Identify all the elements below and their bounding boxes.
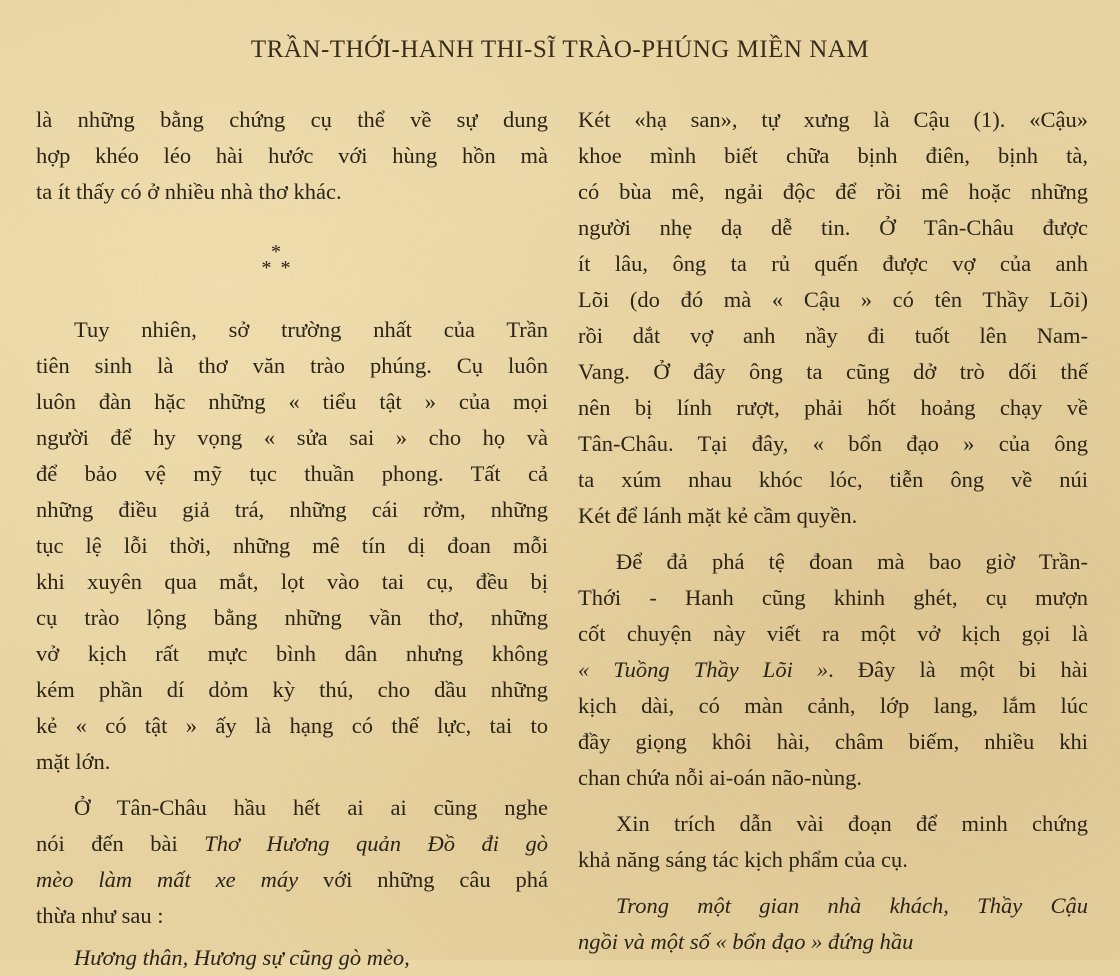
text-line: khoe mình biết chữa bịnh điên, bịnh tà,	[578, 143, 1088, 168]
right-column	[578, 102, 1088, 960]
text-line	[578, 924, 1088, 960]
italic-stage-direction: ngồi và một số « bổn đạo » đứng hầu	[578, 929, 914, 954]
italic-title: Thơ Hương quản Đồ đi gò	[204, 831, 548, 856]
left-column	[36, 102, 548, 976]
text-line: Tuy nhiên, sở trường nhất của Trần	[74, 317, 548, 342]
text-line: Vang. Ở đây ông ta cũng dở trò dối thế	[578, 359, 1088, 384]
text-line: Két để lánh mặt kẻ cầm quyền.	[578, 503, 858, 528]
text-line: mặt lớn.	[36, 749, 111, 774]
text-line: Ở Tân-Châu hầu hết ai ai cũng nghe	[74, 795, 548, 820]
text-line: ta ít thấy có ở nhiều nhà thơ khác.	[36, 179, 342, 204]
verse-text: Hương thân, Hương sự cũng gò mèo,	[74, 945, 410, 970]
separator-asterisk: *	[271, 241, 283, 263]
text-line: kém phần dí dỏm kỳ thú, cho dầu những	[36, 677, 548, 702]
text-span: . Đây là một bi hài	[828, 657, 1088, 682]
text-line: kẻ « có tật » ấy là hạng có thế lực, tai to	[36, 713, 548, 738]
text-line	[578, 888, 1088, 924]
text-line: Thới - Hanh cũng khinh ghét, cụ mượn	[578, 585, 1088, 610]
text-line: tục lệ lỗi thời, những mê tín dị đoan mỗi	[36, 533, 548, 558]
italic-title: mèo làm mất xe máy	[36, 867, 299, 892]
text-line: luôn đàn hặc những « tiểu tật » của mọi	[36, 389, 548, 414]
text-line: tiên sinh là thơ văn trào phúng. Cụ luôn	[36, 353, 548, 378]
text-line: kịch dài, có màn cảnh, lớp lang, lắm lúc	[578, 693, 1088, 718]
text-line: người để hy vọng « sửa sai » cho họ và	[36, 425, 548, 450]
text-line	[36, 862, 548, 898]
text-line: người nhẹ dạ dễ tin. Ở Tân-Châu được	[578, 215, 1088, 240]
text-span: nói đến bài	[36, 831, 205, 856]
text-span: với những câu phá	[298, 867, 548, 892]
text-line: đầy giọng khôi hài, châm biếm, nhiều khi	[578, 729, 1088, 754]
italic-stage-direction: Trong một gian nhà khách, Thầy Cậu	[616, 893, 1088, 918]
text-line: nên bị lính rượt, phải hốt hoảng chạy về	[578, 395, 1088, 420]
text-line: cụ trào lộng bằng những vần thơ, những	[36, 605, 548, 630]
text-line: có bùa mê, ngải độc để rồi mê hoặc những	[578, 179, 1088, 204]
section-separator	[6, 238, 548, 298]
text-line: cốt chuyện này viết ra một vở kịch gọi là	[578, 621, 1088, 646]
verse-line	[36, 940, 548, 976]
text-line: Để đả phá tệ đoan mà bao giờ Trần-	[616, 549, 1088, 574]
text-line: vở kịch rất mực bình dân nhưng không	[36, 641, 548, 666]
text-line: để bảo vệ mỹ tục thuần phong. Tất cả	[36, 461, 548, 486]
text-line: rồi dắt vợ anh nầy đi tuốt lên Nam-	[578, 323, 1088, 348]
separator-asterisks: * *	[261, 257, 293, 279]
text-line: ta xúm nhau khóc lóc, tiễn ông về núi	[578, 467, 1088, 492]
italic-title: « Tuồng Thầy Lõi »	[578, 657, 829, 682]
text-line: Xin trích dẫn vài đoạn để minh chứng	[616, 811, 1088, 836]
text-line: Tân-Châu. Tại đây, « bổn đạo » của ông	[578, 431, 1088, 456]
text-line	[578, 652, 1088, 688]
text-line: những điều giả trá, những cái rởm, những	[36, 497, 548, 522]
text-line: Két «hạ san», tự xưng là Cậu (1). «Cậu»	[578, 107, 1088, 132]
text-line: thừa như sau :	[36, 903, 164, 928]
text-line: Lõi (do đó mà « Cậu » có tên Thầy Lõi)	[578, 287, 1088, 312]
text-line: khi xuyên qua mắt, lọt vào tai cụ, đều bị	[36, 569, 548, 594]
text-line: khả năng sáng tác kịch phẩm của cụ.	[578, 847, 908, 872]
text-line: chan chứa nỗi ai-oán não-nùng.	[578, 765, 862, 790]
text-line: là những bằng chứng cụ thể về sự dung	[36, 107, 548, 132]
text-line: hợp khéo léo hài hước với hùng hồn mà	[36, 143, 548, 168]
text-line	[36, 826, 548, 862]
text-line: ít lâu, ông ta rủ quến được vợ của anh	[578, 251, 1088, 276]
running-header: TRẦN-THỚI-HANH THI-SĨ TRÀO-PHÚNG MIỀN NAM	[250, 36, 870, 63]
